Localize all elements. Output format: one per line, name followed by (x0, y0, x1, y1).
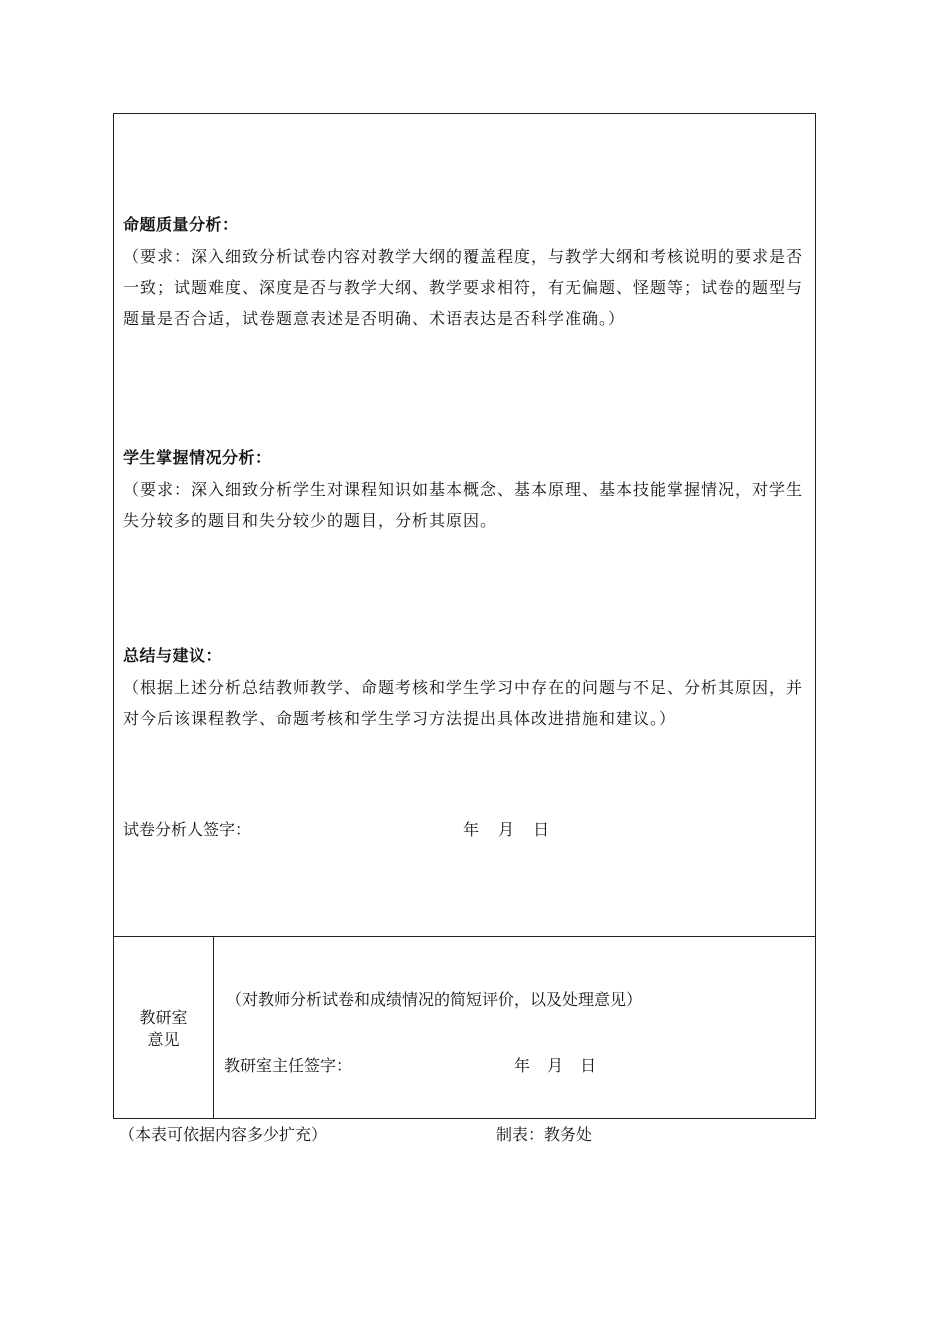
section-body-student-mastery: （要求：深入细致分析学生对课程知识如基本概念、基本原理、基本技能掌握情况，对学生失分较多的题目和失分较少的题目，分析其原因。 (123, 480, 804, 530)
department-opinion-row (114, 937, 815, 1118)
section-title-student-mastery: 学生掌握情况分析： (123, 448, 272, 467)
section-body-question-quality: （要求：深入细致分析试卷内容对教学大纲的覆盖程度，与教学大纲和考核说明的要求是否一致；试题难度、深度是否与教学大纲、教学要求相符，有无偏题、怪题等；试卷的题型与题量是否合适，试卷题意表述是否明确、术语表达是否科学准确。） (123, 247, 804, 328)
department-opinion-label (114, 1007, 213, 1051)
analyst-signature-date: 年 月 日 (463, 820, 551, 839)
department-label-line1: 教研室 (139, 1008, 188, 1027)
analyst-signature-label: 试卷分析人签字： (123, 820, 252, 839)
section-title-question-quality: 命题质量分析： (123, 215, 239, 234)
footer-maker: 制表：教务处 (496, 1125, 593, 1144)
section-title-summary: 总结与建议： (123, 646, 223, 665)
director-signature-label: 教研室主任签字： (224, 1056, 353, 1075)
analysis-content-cell (114, 114, 815, 937)
department-label-line2: 意见 (147, 1030, 180, 1049)
director-signature-date: 年 月 日 (514, 1056, 597, 1075)
analysis-form-table (113, 113, 816, 1119)
department-opinion-label-cell (114, 937, 214, 1118)
footer-expand-note: （本表可依据内容多少扩充） (119, 1125, 328, 1144)
section-body-summary: （根据上述分析总结教师教学、命题考核和学生学习中存在的问题与不足、分析其原因，并对今后该课程教学、命题考核和学生学习方法提出具体改进措施和建议。） (123, 678, 804, 728)
department-opinion-hint: （对教师分析试卷和成绩情况的简短评价，以及处理意见） (226, 990, 643, 1009)
